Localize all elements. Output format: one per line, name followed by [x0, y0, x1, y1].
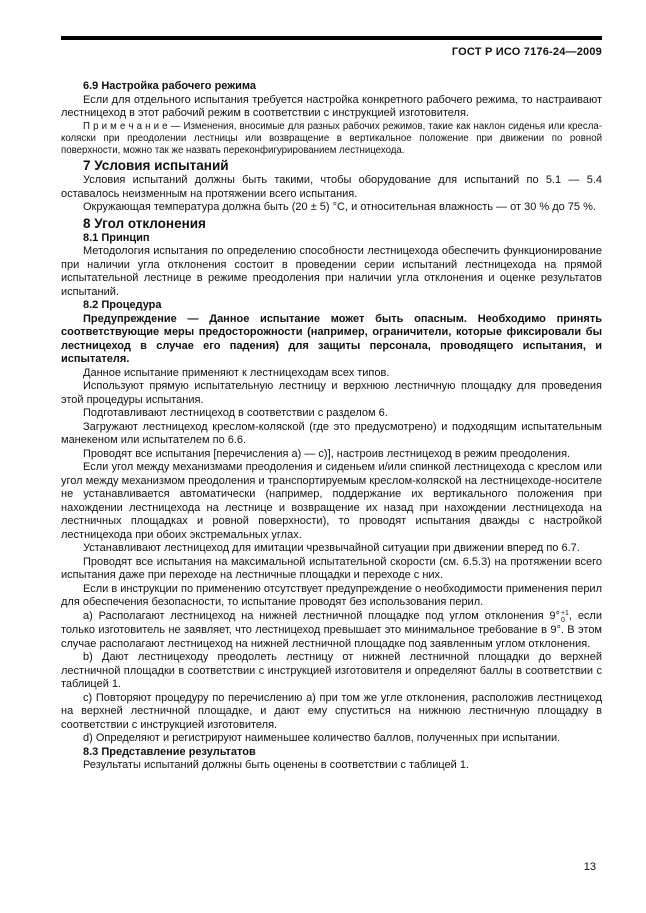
section-8-title: 8 Угол отклонения	[83, 215, 206, 231]
tolerance-superscript: +1	[560, 610, 569, 618]
para-6-9-1: Если для отдельного испытания требуется настройка конкретного рабочего режима, то настраивают лестницеход в этот рабочий режим в соответствии с инструкцией изготовителя.	[61, 93, 602, 119]
warning-paragraph: Предупреждение — Данное испытание может быть опасным. Необходимо принять соответствующие меры предосторожности (например, ограничители, которые фиксировали бы лестницеход в случае его падения) для защиты персонала, проводящего испытания, и испытателя.	[61, 312, 602, 366]
para-8-2-7: Устанавливают лестницеход для имитации чрезвычайной ситуации при движении вперед по 6.7.	[83, 542, 580, 555]
para-8-2-2: Используют прямую испытательную лестницу и верхнюю лестничную площадку для проведения этой процедуры испытания.	[61, 380, 602, 406]
section-7-title: 7 Условия испытаний	[83, 158, 229, 174]
page-header	[61, 36, 602, 58]
standard-designation: ГОСТ Р ИСО 7176-24—2009	[451, 46, 602, 58]
section-6-9-title: 6.9 Настройка рабочего режима	[83, 80, 256, 92]
para-8-1-1: Методология испытания по определению способности лестницехода обеспечить функционирование при наличии угла отклонения состоит в проведении серии испытаний лестницехода на прямой испытательной лестнице в режиме преодоления при наличии угла отклонения и оценке результатов испытаний.	[61, 245, 602, 298]
list-item-c: с) Повторяют процедуру по перечислению а) при том же угле отклонения, расположив лестницеход на верхней лестничной площадке, и дают ему спуститься на нижнюю лестничную площадку в соответствии с инструкцией изготовителя.	[61, 691, 602, 731]
list-item-b: b) Дают лестницеходу преодолеть лестницу от нижней лестничной площадки до верхней лестничной площадки в соответствии с инструкцией изготовителя и определяют баллы в соответствии с таблицей 1.	[61, 651, 602, 691]
list-item-a-text: а) Располагают лестницеход на нижней лестничной площадке под углом отклонения 9°	[83, 609, 560, 622]
para-7-1: Условия испытаний должны быть такими, чтобы оборудование для испытаний по 5.1 — 5.4 оставалось неизменным на протяжении всего испытания.	[61, 174, 602, 200]
para-8-2-9: Если в инструкции по применению отсутствует предупреждение о необходимости применения перил для обеспечения безопасности, то испытание проводят без использования перил.	[61, 582, 602, 609]
section-8-3-title: 8.3 Представление результатов	[83, 745, 256, 758]
para-8-2-5: Проводят все испытания [перечисления а) — с)], настроив лестницеход в режим преодоления.	[83, 447, 571, 460]
para-8-2-1: Данное испытание применяют к лестницеходам всех типов.	[83, 366, 390, 379]
document-content	[61, 80, 602, 773]
header-rule	[61, 36, 602, 40]
section-8-2-title: 8.2 Процедура	[83, 299, 162, 312]
para-8-2-4: Загружают лестницеход креслом-коляской (где это предусмотрено) и подходящим испытательным манекеном или испытателем по 6.6.	[61, 420, 602, 447]
note-paragraph: П р и м е ч а н и е — Изменения, вносимые для разных рабочих режимов, такие как наклон сиденья или кресла-коляски при преодолении лестницы или возвращение в вертикальное положение при движении по ровной поверхности, можно так же назвать переконфигурированием лестницехода.	[61, 120, 602, 156]
para-8-2-6: Если угол между механизмами преодоления и сиденьем и/или спинкой лестницехода с креслом или угол между механизмом преодоления и транспортируемым креслом-коляской на лестницеходе-носителе не устанавливается автоматически (например, поддержание их вертикального положения при нахождении лестницехода на лестнице и возвращение их назад при нахождении лестницехода на лестничных площадках и ровной поверхности), то проводят испытания дважды с настройкой лестницехода при обоих экстремальных углах.	[61, 461, 602, 541]
tolerance-subscript: 0	[560, 616, 565, 624]
page-number: 13	[583, 861, 596, 873]
list-item-a	[61, 610, 602, 652]
para-7-2: Окружающая температура должна быть (20 ± 5) °С, и относительная влажность — от 30 % до 75 %.	[83, 201, 596, 214]
list-item-a-text-cont: , если только изготовитель не заявляет, что лестницеход превышает это минимальное требование в 9°. В этом случае располагают лестницеход на нижней лестничной площадке под заявленным углом отклонения.	[61, 609, 602, 650]
list-item-d: d) Определяют и регистрируют наименьшее количество баллов, полученных при испытании.	[83, 732, 561, 745]
para-8-2-8: Проводят все испытания на максимальной испытательной скорости (см. 6.5.3) на протяжении всего испытания даже при переходе на лестничные площадки и переходе с них.	[61, 555, 602, 582]
para-8-2-3: Подготавливают лестницеход в соответствии с разделом 6.	[83, 407, 388, 420]
section-8-1-title: 8.1 Принцип	[83, 231, 150, 244]
para-8-3-1: Результаты испытаний должны быть оценены в соответствии с таблицей 1.	[83, 759, 470, 772]
tolerance-notation	[561, 611, 569, 624]
